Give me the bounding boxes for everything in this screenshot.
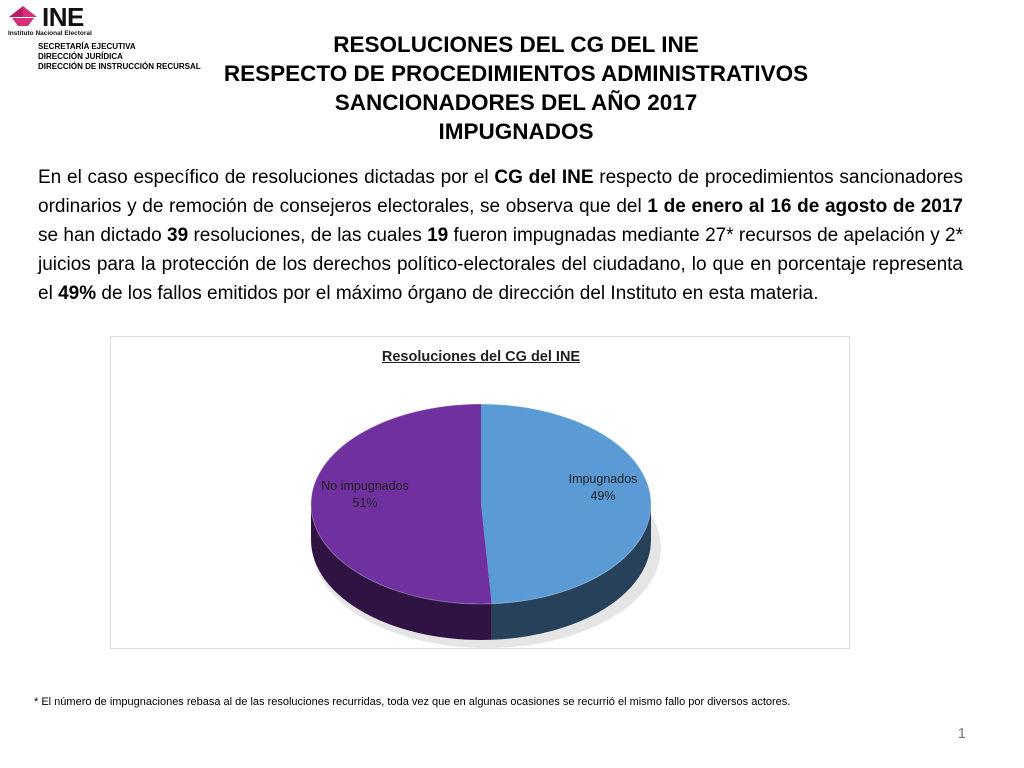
slice-name: No impugnados <box>321 479 409 493</box>
dept-line: DIRECCIÓN JURÍDICA <box>38 52 123 61</box>
text-run: En el caso específico de resoluciones dictadas por el <box>38 167 495 188</box>
summary-paragraph <box>38 163 963 308</box>
pie-chart-svg <box>111 337 851 650</box>
bold-run: 1 de enero al 16 de agosto de 2017 <box>647 196 963 217</box>
page-number: 1 <box>957 725 966 742</box>
pie-chart <box>110 336 850 649</box>
slice-percent: 51% <box>352 496 378 510</box>
text-run: fueron impugnadas mediante 27* recursos de apelación y 2* juicios para la protección de los derechos político-electorales del ciudadano, lo que en porcentaje representa el <box>38 225 964 304</box>
title-line: SANCIONADORES DEL AÑO 2017 <box>334 90 698 115</box>
ine-logo <box>6 4 102 36</box>
slice-name: Impugnados <box>568 472 638 486</box>
logo-subtitle: Instituto Nacional Electoral <box>8 30 92 37</box>
logo-name: INE <box>42 2 84 32</box>
text-run: se han dictado <box>38 225 168 246</box>
bold-run: 49% <box>58 283 97 304</box>
ine-emblem-icon <box>6 4 40 30</box>
bold-run: 19 <box>427 225 449 246</box>
text-run: resoluciones, de las cuales <box>188 225 428 246</box>
dept-line: DIRECCIÓN DE INSTRUCCIÓN RECURSAL <box>38 62 201 71</box>
slice-label-impugnados <box>551 471 655 505</box>
slice-label-no-impugnados <box>307 478 423 512</box>
text-run: de los fallos emitidos por el máximo órgano de dirección del Instituto en esta materia. <box>96 283 819 304</box>
text-run: respecto de procedimientos sancionadores ordinarios y de remoción de consejeros electorales, se observa que del <box>38 167 964 217</box>
bold-run: CG del INE <box>494 167 594 188</box>
dept-line: SECRETARÍA EJECUTIVA <box>38 42 136 51</box>
title-line: IMPUGNADOS <box>438 119 594 144</box>
slice-percent: 49% <box>590 489 616 503</box>
title-line: RESPECTO DE PROCEDIMIENTOS ADMINISTRATIVOS <box>223 61 809 86</box>
footnote: * El número de impugnaciones rebasa al de las resoluciones recurridas, toda vez que en algunas ocasiones se recurrió el mismo fallo por diversos actores. <box>34 696 791 708</box>
bold-run: 39 <box>167 225 189 246</box>
title-line: RESOLUCIONES DEL CG DEL INE <box>333 32 699 57</box>
page-title <box>160 30 872 146</box>
chart-title: Resoluciones del CG del INE <box>381 349 581 365</box>
